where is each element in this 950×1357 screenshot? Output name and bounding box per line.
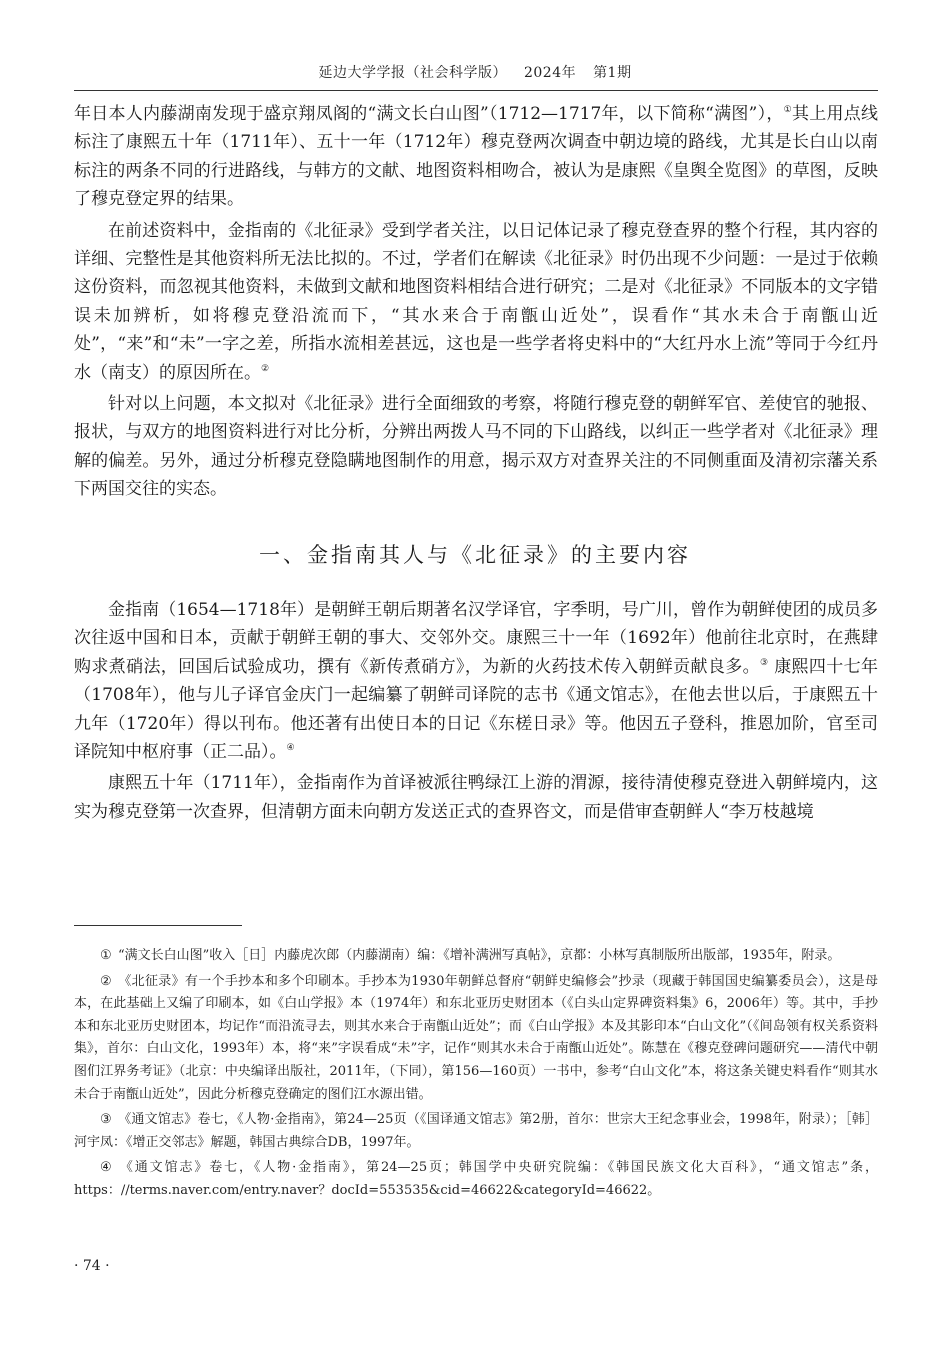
footnotes — [74, 945, 878, 1206]
footnote-ref-4[interactable]: ④ — [286, 743, 295, 754]
paragraph-5: 康熙五十年（1711年），金指南作为首译被派往鸭绿江上游的渭源，接待清使穆克登进入朝鲜境内，这实为穆克登第一次查界，但清朝方面未向朝方发送正式的查界咨文，而是借审查朝鲜人“李万枝越境 — [74, 773, 878, 822]
paragraph-3: 针对以上问题，本文拟对《北征录》进行全面细致的考察，将随行穆克登的朝鲜军官、差使官的驰报、报状，与双方的地图资料进行对比分析，分辨出两拨人马不同的下山路线，以纠正一些学者对《北征录》理解的偏差。另外，通过分析穆克登隐瞒地图制作的用意，揭示双方对查界关注的不同侧重面及清初宗藩关系下两国交往的实态。 — [74, 394, 878, 500]
footnote-ref-2[interactable]: ② — [261, 363, 270, 374]
footnote-4: ④ 《通文馆志》卷七，《人物·金指南》，第24—25页；韩国学中央研究院编：《韩国民族文化大百科》，“通文馆志”条，https：//terms.naver.com/entry.naver？docId=553535&cid=46622&categoryId=46622。 — [74, 1157, 878, 1202]
footnote-number: ② — [100, 973, 112, 989]
footnote-ref-3[interactable]: ③ — [759, 657, 769, 668]
footnote-2: ② 《北征录》有一个手抄本和多个印刷本。手抄本为1930年朝鲜总督府“朝鲜史编修会”抄录（现藏于韩国国史编纂委员会），这是母本，在此基础上又编了印刷本，如《白山学报》本（1974年）和东北亚历史财团本（《白头山定界碑资料集》6，2006年）等。其中，手抄本和东北亚历史财团本，均记作“而沿流寻去，则其水来合于南甑山近处”；而《白山学报》本及其影印本“白山文化”（《间岛领有权关系资料集》，首尔：白山文化，1993年）本，将“来”字误看成“未”字，记作“则其水未合于南甑山近处”。陈慧在《穆克登碑问题研究——清代中朝图们江界务考证》（北京：中央编译出版社，2011年，（下同），第156—160页）一书中，参考“白山文化”本，将这条关键史料看作“则其水未合于南甑山近处”，因此分析穆克登确定的图们江水源出错。 — [74, 971, 878, 1107]
paragraph-2: 在前述资料中，金指南的《北征录》受到学者关注，以日记体记录了穆克登查界的整个行程，其内容的详细、完整性是其他资料所无法比拟的。不过，学者们在解读《北征录》时仍出现不少问题：一是过于依赖这份资料，而忽视其他资料，未做到文献和地图资料相结合进行研究；二是对《北征录》不同版本的文字错误未加辨析，如将穆克登沿流而下，“其水来合于南甑山近处”，误看作“其水未合于南甑山近处”，“来”和“未”一字之差，所指水流相差甚远，这也是一些学者将史料中的“大红丹水上流”等同于今红丹水（南支）的原因所在。② — [74, 220, 878, 383]
section-title: 一、金指南其人与《北征录》的主要内容 — [259, 543, 691, 567]
paragraph-4: 金指南（1654—1718年）是朝鲜王朝后期著名汉学译官，字季明，号广川，曾作为朝鲜使团的成员多次往返中国和日本，贡献于朝鲜王朝的事大、交邻外交。康熙三十一年（1692年）他前往北京时，在燕肆购求煮硝法，回国后试验成功，撰有《新传煮硝方》，为新的火药技术传入朝鲜贡献良多。③ 康熙四十七年（1708年），他与儿子译官金庆门一起编纂了朝鲜司译院的志书《通文馆志》，在他去世以后，于康熙五十九年（1720年）得以刊布。他还著有出使日本的日记《东槎日录》等。他因五子登科，推恩加阶，官至司译院知中枢府事（正二品）。④ — [74, 600, 878, 763]
footnote-number: ① — [100, 948, 112, 963]
page-number: · 74 · — [74, 1258, 110, 1274]
footnote-3: ③ 《通文馆志》卷七，《人物·金指南》，第24—25页（《国译通文馆志》第2册，首尔：世宗大王纪念事业会，1998年，附录）；［韩］河宇凤：《增正交邻志》解题，韩国古典综合DB，1997年。 — [74, 1109, 878, 1154]
footnote-ref-1[interactable]: ① — [783, 105, 792, 115]
header-rule — [74, 90, 878, 91]
intro-text — [74, 100, 878, 504]
footnote-1: ① “满文长白山图”收入［日］内藤虎次郎（内藤湖南）编：《增补满洲写真帖》，京都：小林写真制版所出版部，1935年，附录。 — [74, 945, 878, 968]
journal-issue: 第1期 — [593, 65, 632, 81]
footnote-number: ④ — [100, 1160, 112, 1176]
footnote-number: ③ — [100, 1112, 112, 1128]
journal-name: 延边大学学报（社会科学版） — [318, 65, 508, 81]
section-text — [74, 596, 878, 826]
running-head — [0, 62, 950, 82]
paragraph-1: 年日本人内藤湖南发现于盛京翔凤阁的“满文长白山图”（1712—1717年，以下简称“满图”），①其上用点线标注了康熙五十年（1711年）、五十一年（1712年）穆克登两次调查中朝边境的路线，尤其是长白山以南标注的两条不同的行进路线，与韩方的文献、地图资料相吻合，被认为是康熙《皇舆全览图》的草图，反映了穆克登定界的结果。 — [74, 104, 878, 210]
journal-year: 2024年 — [523, 65, 577, 81]
footnote-rule — [74, 925, 242, 926]
